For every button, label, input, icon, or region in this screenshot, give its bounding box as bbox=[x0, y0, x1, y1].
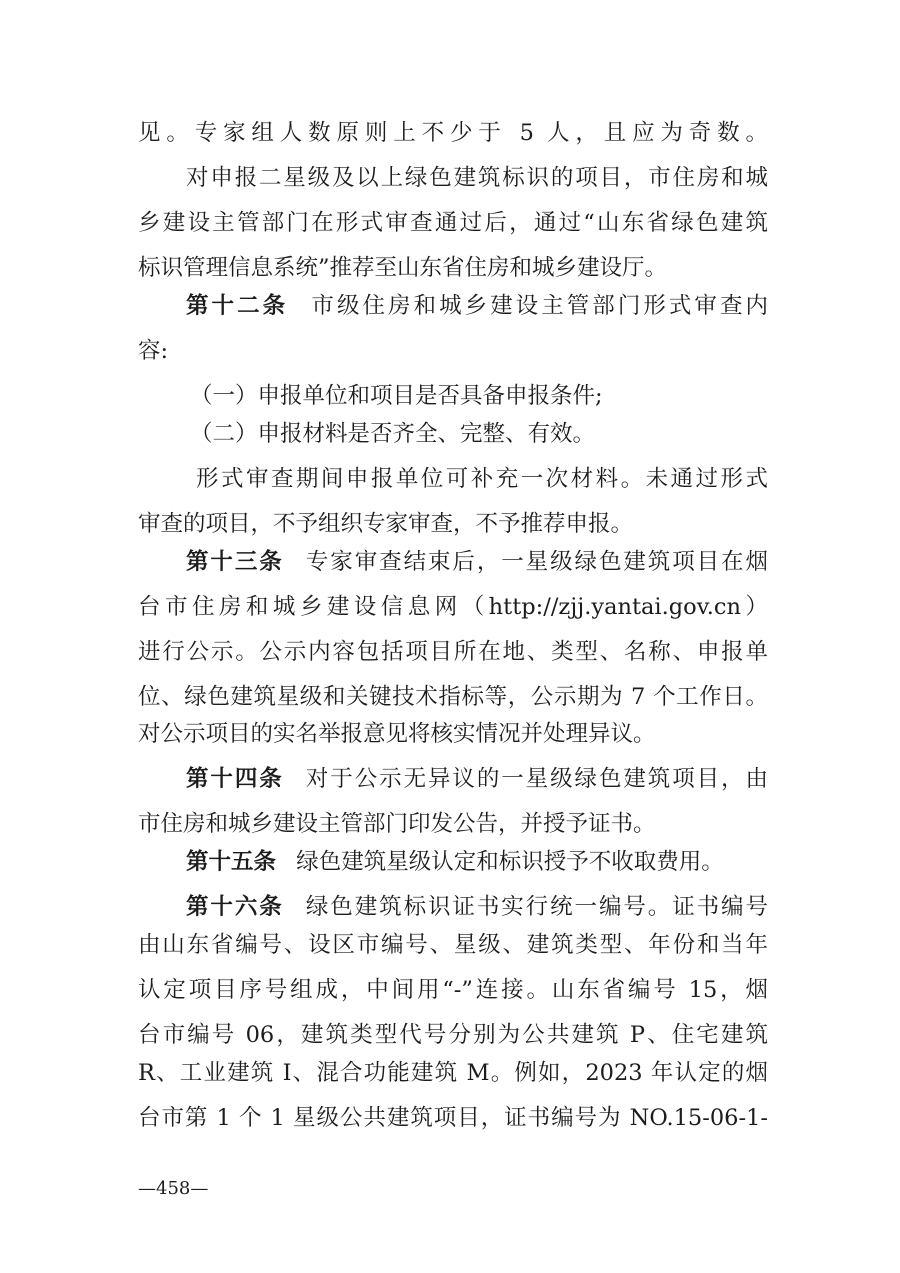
text-line: 形式审查期间申报单位可补充一次材料。未通过形式 bbox=[196, 466, 768, 492]
article-text: 专家审查结束后，一星级绿色建筑项目在烟 bbox=[303, 549, 768, 575]
text-line: 台市第 1 个 1 星级公共建筑项目，证书编号为 NO.15-06-1- bbox=[138, 1105, 768, 1131]
article-heading: 第十二条 bbox=[186, 293, 289, 319]
article-heading: 第十四条 bbox=[186, 766, 284, 792]
page-number: —458— bbox=[138, 1178, 209, 1199]
text-line: 台市住房和城乡建设信息网（http://zjj.yantai.gov.cn） bbox=[138, 594, 768, 620]
article-text: 对于公示无异议的一星级绿色建筑项目，由 bbox=[303, 766, 768, 792]
list-item: （一）申报单位和项目是否具备申报条件; bbox=[190, 383, 603, 409]
article-text: 市级住房和城乡建设主管部门形式审查内 bbox=[308, 293, 768, 319]
text-line: 台市编号 06，建筑类型代号分别为公共建筑 P、住宅建筑 bbox=[138, 1022, 768, 1048]
article-line bbox=[186, 764, 768, 794]
text-line: 认定项目序号组成，中间用“-”连接。山东省编号 15，烟 bbox=[138, 977, 768, 1003]
article-heading: 第十三条 bbox=[186, 549, 284, 575]
article-text: 绿色建筑星级认定和标识授予不收取费用。 bbox=[296, 849, 724, 875]
text-line: 进行公示。公示内容包括项目所在地、类型、名称、申报单 bbox=[138, 639, 768, 665]
text-line: 审查的项目，不予组织专家审查，不予推荐申报。 bbox=[138, 511, 634, 537]
article-line bbox=[186, 547, 768, 577]
article-line bbox=[186, 892, 768, 922]
article-line bbox=[186, 847, 816, 877]
text-line: 容: bbox=[138, 338, 169, 364]
text-line: 对申报二星级及以上绿色建筑标识的项目，市住房和城 bbox=[186, 165, 768, 191]
text-line: 标识管理信息系统”推荐至山东省住房和城乡建设厅。 bbox=[138, 255, 668, 281]
text-line: R、工业建筑 I、混合功能建筑 M。例如，2023 年认定的烟 bbox=[138, 1060, 768, 1086]
article-heading: 第十六条 bbox=[186, 894, 284, 920]
text-line: 市住房和城乡建设主管部门印发公告，并授予证书。 bbox=[138, 811, 656, 837]
text-line: 乡建设主管部门在形式审查通过后，通过“山东省绿色建筑 bbox=[138, 210, 768, 236]
list-item: （二）申报材料是否齐全、完整、有效。 bbox=[190, 421, 596, 447]
article-heading: 第十五条 bbox=[186, 849, 277, 875]
text-line: 见。专家组人数原则上不少于 5 人，且应为奇数。 bbox=[138, 120, 768, 146]
text-line: 位、绿色建筑星级和关键技术指标等，公示期为 7 个工作日。 bbox=[138, 684, 768, 710]
article-line bbox=[186, 291, 768, 321]
article-text: 绿色建筑标识证书实行统一编号。证书编号 bbox=[303, 894, 768, 920]
text-line: 由山东省编号、设区市编号、星级、建筑类型、年份和当年 bbox=[138, 932, 768, 958]
text-line: 对公示项目的实名举报意见将核实情况并处理异议。 bbox=[138, 721, 656, 747]
